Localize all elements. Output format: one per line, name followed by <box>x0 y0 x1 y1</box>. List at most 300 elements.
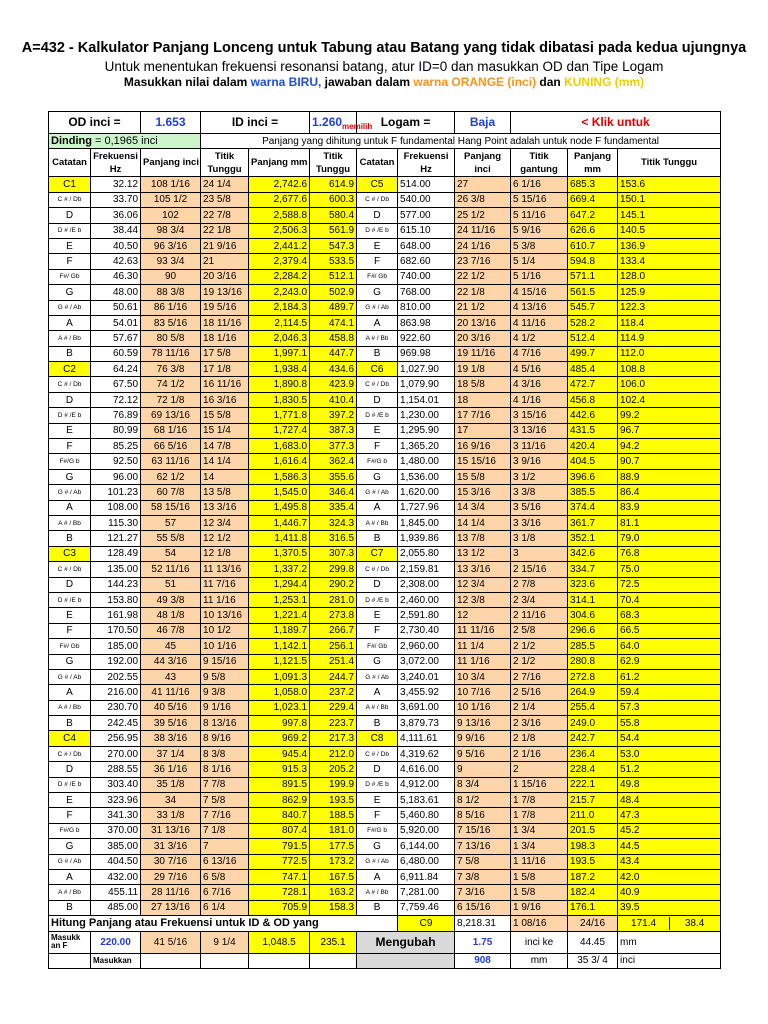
length-inch: 22 1/2 <box>455 269 511 284</box>
frequency-hz: 3,691.00 <box>398 700 455 715</box>
frequency-hz: 135.00 <box>91 562 141 577</box>
note-name: D # /E b <box>49 592 91 607</box>
length-inch: 29 7/16 <box>141 869 201 884</box>
hang-point-mm: 57.3 <box>618 700 721 715</box>
frequency-hz: 144.23 <box>91 577 141 592</box>
id-input-cell[interactable] <box>310 112 373 134</box>
hang-point-inch: 21 9/16 <box>201 238 249 253</box>
frequency-hz: 185.00 <box>91 639 141 654</box>
length-mm: 1,221.4 <box>249 608 310 623</box>
note-name: C # / Db <box>49 192 91 207</box>
hang-point-mm: 133.4 <box>618 254 721 269</box>
hang-point-inch: 1 15/16 <box>511 777 568 792</box>
hang-point-inch: 4 13/16 <box>511 300 568 315</box>
frequency-hz: 740.00 <box>398 269 455 284</box>
note-name: F <box>357 439 398 454</box>
column-headers <box>49 149 721 177</box>
frequency-hz: 6,144.00 <box>398 839 455 854</box>
input-row <box>49 112 721 134</box>
length-inch: 6 15/16 <box>455 900 511 915</box>
length-inch: 15 15/16 <box>455 454 511 469</box>
frequency-hz: 4,319.62 <box>398 746 455 761</box>
note-name: F <box>49 808 91 823</box>
note-name: C # / Db <box>49 746 91 761</box>
note-name: C # / Db <box>357 562 398 577</box>
frequency-hz: 6,911.84 <box>398 869 455 884</box>
od-label: OD inci = <box>49 112 141 134</box>
masukkan-label: Masukkan <box>91 953 141 968</box>
note-name: F <box>357 808 398 823</box>
hang-point-inch: 14 <box>201 469 249 484</box>
length-inch: 9 5/16 <box>455 746 511 761</box>
note-name: F <box>49 623 91 638</box>
note-name: A <box>357 500 398 515</box>
length-inch: 30 7/16 <box>141 854 201 869</box>
length-inch: 14 3/4 <box>455 500 511 515</box>
hang-point-inch: 6 13/16 <box>201 854 249 869</box>
hang-point-mm: 489.7 <box>310 300 357 315</box>
length-mm: 361.7 <box>568 515 618 530</box>
length-inch: 18 5/8 <box>455 377 511 392</box>
length-inch: 43 <box>141 669 201 684</box>
note-name: A <box>357 685 398 700</box>
hang-point-mm: 199.9 <box>310 777 357 792</box>
convert-mm-unit: mm <box>618 931 721 953</box>
note-name: E <box>49 608 91 623</box>
calculator-sheet <box>48 111 721 969</box>
note-name: A # / Bb <box>357 700 398 715</box>
hang-point-inch: 10 1/16 <box>201 639 249 654</box>
frequency-hz: 3,240.01 <box>398 669 455 684</box>
length-inch: 10 3/4 <box>455 669 511 684</box>
blank-cell <box>310 953 357 968</box>
length-mm: 182.4 <box>568 885 618 900</box>
hang-point-mm: 177.5 <box>310 839 357 854</box>
hang-point-mm: 600.3 <box>310 192 357 207</box>
hang-point-inch: 13 5/8 <box>201 485 249 500</box>
hang-point-mm: 55.8 <box>618 716 721 731</box>
frequency-hz: 230.70 <box>91 700 141 715</box>
hang-point-inch: 6 7/16 <box>201 885 249 900</box>
hang-point-inch: 4 5/16 <box>511 362 568 377</box>
hang-point-mm: 64.0 <box>618 639 721 654</box>
length-inch: 31 13/16 <box>141 823 201 838</box>
length-mm: 610.7 <box>568 238 618 253</box>
note-name: D <box>49 577 91 592</box>
frequency-hz: 5,183.61 <box>398 793 455 808</box>
length-mm: 791.5 <box>249 839 310 854</box>
length-mm: 2,441.2 <box>249 238 310 253</box>
hang-point-mm: 410.4 <box>310 392 357 407</box>
hang-point-mm: 48.4 <box>618 793 721 808</box>
length-inch: 57 <box>141 515 201 530</box>
col-header-left: Catatan <box>49 149 91 177</box>
note-name: A <box>49 869 91 884</box>
blank-cell <box>201 953 249 968</box>
hang-point-mm: 434.6 <box>310 362 357 377</box>
frequency-hz: 514.00 <box>398 177 455 192</box>
c9-length: 1 08/16 <box>511 916 568 931</box>
hang-point-mm: 167.5 <box>310 869 357 884</box>
length-mm: 215.7 <box>568 793 618 808</box>
length-mm: 1,337.2 <box>249 562 310 577</box>
hang-point-inch: 14 7/8 <box>201 439 249 454</box>
length-inch: 10 7/16 <box>455 685 511 700</box>
length-mm: 187.2 <box>568 869 618 884</box>
hang-point-inch: 17 1/8 <box>201 362 249 377</box>
length-inch: 78 11/16 <box>141 346 201 361</box>
frequency-hz: 1,079.90 <box>398 377 455 392</box>
length-inch: 63 11/16 <box>141 454 201 469</box>
length-mm: 807.4 <box>249 823 310 838</box>
length-inch: 88 3/8 <box>141 285 201 300</box>
length-mm: 1,294.4 <box>249 577 310 592</box>
note-row <box>49 423 721 438</box>
length-mm: 685.3 <box>568 177 618 192</box>
frequency-hz: 1,295.90 <box>398 423 455 438</box>
note-row <box>49 346 721 361</box>
frequency-hz: 153.80 <box>91 592 141 607</box>
length-inch: 11 11/16 <box>455 623 511 638</box>
frequency-hz: 192.00 <box>91 654 141 669</box>
frequency-hz: 85.25 <box>91 439 141 454</box>
hang-point-mm: 99.2 <box>618 408 721 423</box>
frequency-hz: 288.55 <box>91 762 141 777</box>
hang-point-inch: 2 1/16 <box>511 746 568 761</box>
note-name: D <box>357 762 398 777</box>
col-header-left: Titik Tunggu <box>310 149 357 177</box>
hang-point-inch: 3 5/16 <box>511 500 568 515</box>
hang-point-inch: 22 7/8 <box>201 208 249 223</box>
hang-point-mm: 86.4 <box>618 485 721 500</box>
hang-point-inch: 6 5/8 <box>201 869 249 884</box>
id-input[interactable]: 1.260 <box>312 115 343 129</box>
col-header-right: Titik Tunggu <box>618 149 721 177</box>
note-row <box>49 408 721 423</box>
frequency-hz: 1,536.00 <box>398 469 455 484</box>
length-inch: 11 1/16 <box>455 654 511 669</box>
convert-inch-input[interactable]: 1.75 <box>455 931 511 953</box>
frequency-hz: 4,111.61 <box>398 731 455 746</box>
calc-freq-input[interactable]: 220.00 <box>91 931 141 953</box>
length-mm: 472.7 <box>568 377 618 392</box>
length-mm: 969.2 <box>249 731 310 746</box>
hang-point-inch: 3 1/2 <box>511 469 568 484</box>
length-mm: 499.7 <box>568 346 618 361</box>
frequency-hz: 648.00 <box>398 238 455 253</box>
note-row <box>49 469 721 484</box>
hang-point-inch: 22 1/8 <box>201 223 249 238</box>
note-row <box>49 300 721 315</box>
hang-point-mm: 281.0 <box>310 592 357 607</box>
note-row <box>49 454 721 469</box>
hang-point-inch: 11 1/16 <box>201 592 249 607</box>
frequency-hz: 1,365.20 <box>398 439 455 454</box>
hang-point-mm: 75.0 <box>618 562 721 577</box>
length-mm: 342.6 <box>568 546 618 561</box>
col-header-right: Titik gantung <box>511 149 568 177</box>
length-inch: 74 1/2 <box>141 377 201 392</box>
id-overflow-text: memilih <box>342 122 373 131</box>
hang-point-inch: 3 1/8 <box>511 531 568 546</box>
note-name: E <box>357 423 398 438</box>
length-mm: 442.6 <box>568 408 618 423</box>
length-mm: 1,616.4 <box>249 454 310 469</box>
hang-point-inch: 16 11/16 <box>201 377 249 392</box>
length-mm: 2,046.3 <box>249 331 310 346</box>
hang-point-inch: 10 13/16 <box>201 608 249 623</box>
note-name: D <box>357 208 398 223</box>
hang-point-inch: 4 7/16 <box>511 346 568 361</box>
hang-point-inch: 9 1/16 <box>201 700 249 715</box>
note-name: C # / Db <box>357 377 398 392</box>
note-row <box>49 623 721 638</box>
hang-point-inch: 11 7/16 <box>201 577 249 592</box>
length-mm: 485.4 <box>568 362 618 377</box>
frequency-hz: 108.00 <box>91 500 141 515</box>
note-name: G # / Ab <box>49 669 91 684</box>
note-row <box>49 238 721 253</box>
hang-point-mm: 447.7 <box>310 346 357 361</box>
hang-point-mm: 212.0 <box>310 746 357 761</box>
note-row <box>49 208 721 223</box>
note-row <box>49 531 721 546</box>
note-row <box>49 700 721 715</box>
hang-point-mm: 96.7 <box>618 423 721 438</box>
length-mm: 201.5 <box>568 823 618 838</box>
frequency-hz: 7,281.00 <box>398 885 455 900</box>
hang-point-mm: 122.3 <box>618 300 721 315</box>
length-inch: 7 5/8 <box>455 854 511 869</box>
length-inch: 93 3/4 <box>141 254 201 269</box>
frequency-hz: 161.98 <box>91 608 141 623</box>
length-inch: 60 7/8 <box>141 485 201 500</box>
frequency-hz: 1,154.01 <box>398 392 455 407</box>
convert-mm-input[interactable]: 908 <box>455 953 511 968</box>
calc-length: 41 5/16 <box>141 931 201 953</box>
frequency-hz: 33.70 <box>91 192 141 207</box>
length-mm: 1,830.5 <box>249 392 310 407</box>
hang-point-inch: 18 1/16 <box>201 331 249 346</box>
note-name: F#/G b <box>357 454 398 469</box>
length-inch: 44 3/16 <box>141 654 201 669</box>
length-mm: 512.4 <box>568 331 618 346</box>
length-mm: 1,370.5 <box>249 546 310 561</box>
length-inch: 105 1/2 <box>141 192 201 207</box>
note-name: F <box>49 439 91 454</box>
hang-point-inch: 2 7/16 <box>511 669 568 684</box>
hang-point-inch: 10 1/2 <box>201 623 249 638</box>
note-row <box>49 500 721 515</box>
length-mm: 280.8 <box>568 654 618 669</box>
hang-point-mm: 229.4 <box>310 700 357 715</box>
hang-point-mm: 70.4 <box>618 592 721 607</box>
frequency-hz: 115.30 <box>91 515 141 530</box>
frequency-hz: 76.89 <box>91 408 141 423</box>
note-name: E <box>49 238 91 253</box>
length-inch: 17 7/16 <box>455 408 511 423</box>
length-mm: 1,938.4 <box>249 362 310 377</box>
od-input[interactable]: 1.653 <box>141 112 201 134</box>
hang-point-mm: 158.3 <box>310 900 357 915</box>
length-mm: 2,243.0 <box>249 285 310 300</box>
frequency-hz: 922.60 <box>398 331 455 346</box>
frequency-hz: 3,072.00 <box>398 654 455 669</box>
note-row <box>49 285 721 300</box>
note-row <box>49 823 721 838</box>
hang-point-inch: 8 1/16 <box>201 762 249 777</box>
length-mm: 528.2 <box>568 315 618 330</box>
length-mm: 249.0 <box>568 716 618 731</box>
length-inch: 17 <box>455 423 511 438</box>
frequency-hz: 1,727.96 <box>398 500 455 515</box>
hang-point-mm: 54.4 <box>618 731 721 746</box>
note-row <box>49 362 721 377</box>
frequency-hz: 404.50 <box>91 854 141 869</box>
note-name: G <box>357 654 398 669</box>
length-mm: 255.4 <box>568 700 618 715</box>
mengubah-button[interactable]: Mengubah <box>357 931 455 953</box>
length-mm: 2,588.8 <box>249 208 310 223</box>
hang-point-mm: 377.3 <box>310 439 357 454</box>
length-mm: 314.1 <box>568 592 618 607</box>
note-name: E <box>49 423 91 438</box>
note-row <box>49 777 721 792</box>
logam-label: Logam = <box>357 112 455 134</box>
frequency-hz: 1,939.86 <box>398 531 455 546</box>
hang-point-inch: 11 13/16 <box>201 562 249 577</box>
hang-point-mm: 474.1 <box>310 315 357 330</box>
note-name: A # / Bb <box>49 885 91 900</box>
hang-point-mm: 205.2 <box>310 762 357 777</box>
length-mm: 1,023.1 <box>249 700 310 715</box>
note-row <box>49 192 721 207</box>
length-mm: 2,114.5 <box>249 315 310 330</box>
note-row <box>49 315 721 330</box>
note-name: G # / Ab <box>357 485 398 500</box>
note-name: D # /E b <box>357 408 398 423</box>
length-mm: 728.1 <box>249 885 310 900</box>
hang-point-inch: 3 9/16 <box>511 454 568 469</box>
length-mm: 891.5 <box>249 777 310 792</box>
hang-point-mm: 145.1 <box>618 208 721 223</box>
frequency-hz: 2,960.00 <box>398 639 455 654</box>
hang-point-mm: 502.9 <box>310 285 357 300</box>
length-inch: 102 <box>141 208 201 223</box>
frequency-hz: 46.30 <box>91 269 141 284</box>
hang-point-inch: 1 3/4 <box>511 823 568 838</box>
length-inch: 23 7/16 <box>455 254 511 269</box>
note-name: C5 <box>357 177 398 192</box>
hang-point-inch: 1 11/16 <box>511 854 568 869</box>
hang-point-mm: 108.8 <box>618 362 721 377</box>
length-inch: 11 1/4 <box>455 639 511 654</box>
length-inch: 28 11/16 <box>141 885 201 900</box>
note-name: G # / Ab <box>357 854 398 869</box>
col-header-right: Frekuensi Hz <box>398 149 455 177</box>
length-inch: 7 15/16 <box>455 823 511 838</box>
length-inch: 20 13/16 <box>455 315 511 330</box>
hang-point-mm: 81.1 <box>618 515 721 530</box>
hang-point-inch: 4 1/16 <box>511 392 568 407</box>
length-mm: 647.2 <box>568 208 618 223</box>
note-row <box>49 900 721 915</box>
hang-point-inch: 7 7/8 <box>201 777 249 792</box>
hang-point-inch: 24 1/4 <box>201 177 249 192</box>
length-inch: 48 1/8 <box>141 608 201 623</box>
hang-point-inch: 3 3/16 <box>511 515 568 530</box>
frequency-hz: 57.67 <box>91 331 141 346</box>
hang-point-inch: 1 7/8 <box>511 793 568 808</box>
note-name: B <box>49 716 91 731</box>
frequency-hz: 969.98 <box>398 346 455 361</box>
frequency-hz: 72.12 <box>91 392 141 407</box>
hang-point-mm: 163.2 <box>310 885 357 900</box>
hang-point-mm: 362.4 <box>310 454 357 469</box>
hang-point-mm: 355.6 <box>310 469 357 484</box>
klik-button[interactable]: < Klik untuk <box>511 112 721 134</box>
length-inch: 26 3/8 <box>455 192 511 207</box>
hang-point-mm: 458.8 <box>310 331 357 346</box>
length-mm: 456.8 <box>568 392 618 407</box>
mengubah-button-lower[interactable] <box>357 953 455 968</box>
hang-point-mm: 346.4 <box>310 485 357 500</box>
hang-point-mm: 53.0 <box>618 746 721 761</box>
length-mm: 264.9 <box>568 685 618 700</box>
note-row <box>49 716 721 731</box>
c9-hang: 24/16 <box>568 916 618 931</box>
hang-point-inch: 7 5/8 <box>201 793 249 808</box>
hang-point-inch: 2 5/8 <box>511 623 568 638</box>
length-mm: 1,495.8 <box>249 500 310 515</box>
length-mm: 211.0 <box>568 808 618 823</box>
hang-point-inch: 3 3/8 <box>511 485 568 500</box>
frequency-hz: 38.44 <box>91 223 141 238</box>
frequency-hz: 540.00 <box>398 192 455 207</box>
length-inch: 12 <box>455 608 511 623</box>
hang-point-inch: 3 11/16 <box>511 439 568 454</box>
length-mm: 1,997.1 <box>249 346 310 361</box>
logam-select[interactable]: Baja <box>455 112 511 134</box>
note-row <box>49 731 721 746</box>
length-inch: 31 3/16 <box>141 839 201 854</box>
hang-point-mm: 217.3 <box>310 731 357 746</box>
hang-point-inch: 8 13/16 <box>201 716 249 731</box>
length-inch: 46 7/8 <box>141 623 201 638</box>
length-mm: 2,184.3 <box>249 300 310 315</box>
frequency-hz: 455.11 <box>91 885 141 900</box>
frequency-hz: 5,460.80 <box>398 808 455 823</box>
length-inch: 98 3/4 <box>141 223 201 238</box>
hang-point-mm: 266.7 <box>310 623 357 638</box>
hitung-row <box>49 916 721 931</box>
hang-point-mm: 290.2 <box>310 577 357 592</box>
length-inch: 7 3/16 <box>455 885 511 900</box>
hang-point-inch: 21 <box>201 254 249 269</box>
length-inch: 108 1/16 <box>141 177 201 192</box>
note-name: G <box>49 469 91 484</box>
length-inch: 8 1/2 <box>455 793 511 808</box>
col-header-right: Panjang inci <box>455 149 511 177</box>
length-inch: 39 5/16 <box>141 716 201 731</box>
length-mm: 352.1 <box>568 531 618 546</box>
length-mm: 296.6 <box>568 623 618 638</box>
frequency-hz: 48.00 <box>91 285 141 300</box>
length-inch: 83 5/16 <box>141 315 201 330</box>
dinding-cell: Dinding = 0,1965 inci <box>49 134 201 149</box>
frequency-hz: 4,912.00 <box>398 777 455 792</box>
note-name: A # / Bb <box>49 700 91 715</box>
